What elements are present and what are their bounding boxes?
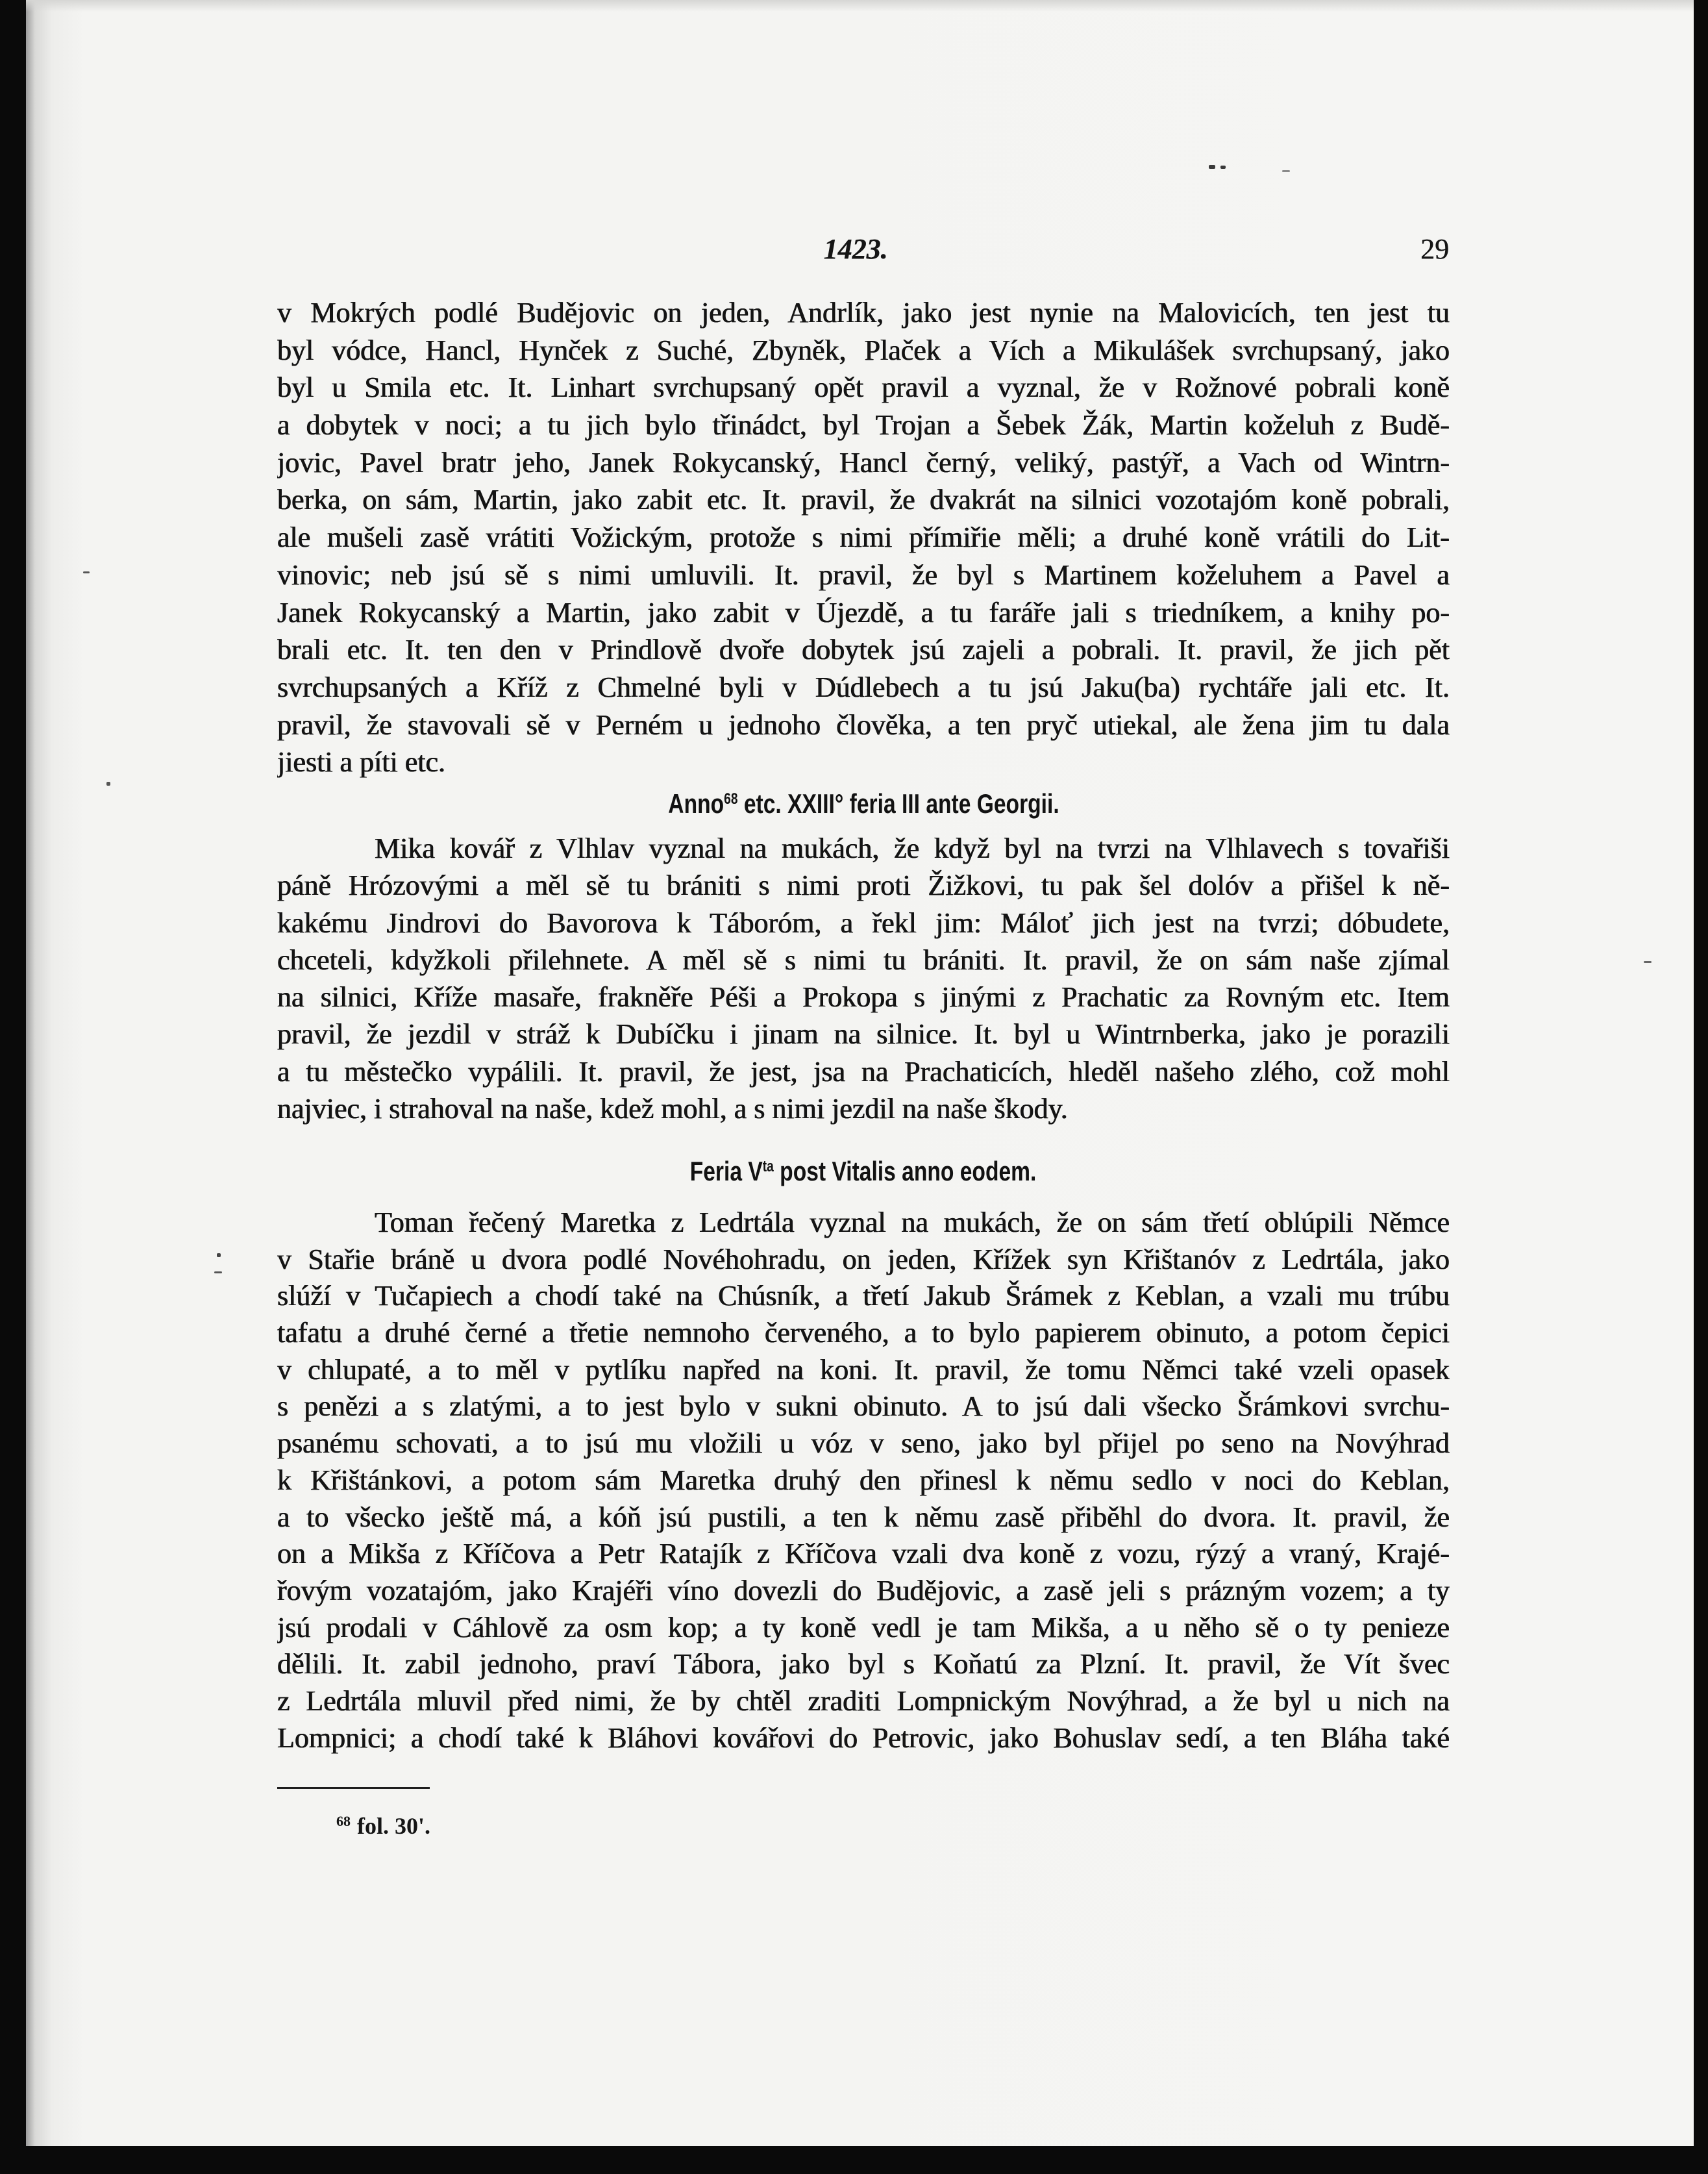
text-line: a dobytek v noci; a tu jich bylo třinádct, byl Trojan a Šebek Žák, Martin koželuh z Budě- xyxy=(277,409,1450,442)
section-heading-2-text xyxy=(690,1153,1037,1190)
text-line: pravil, že stavovali sě v Perném u jednoho člověka, a ten pryč utiekal, ale žena jim tu dala xyxy=(277,708,1450,741)
heading-text: Feria V xyxy=(690,1156,763,1186)
text-line: jsú prodali v Cáhlově za osm kop; a ty koně vedl je tam Mikša, a u něho sě o ty penieze xyxy=(277,1611,1450,1643)
text-line: Janek Rokycanský a Martin, jako zabit v Újezdě, a tu faráře jali s triedníkem, a knihy po- xyxy=(277,596,1450,629)
footnote-marker: 68 xyxy=(336,1813,351,1829)
text-line: vinovic; neb jsú sě s nimi umluvili. It. pravil, že byl s Martinem koželuhem a Pavel a xyxy=(277,558,1450,591)
text-line: berka, on sám, Martin, jako zabit etc. It. pravil, že dvakrát na silnici vozotajóm koně pobrali, xyxy=(277,484,1450,516)
text-line: psanému schovati, a to jsú mu vložili u vóz v seno, jako byl přijel po seno na Novýhrad xyxy=(277,1427,1450,1460)
heading-text-rest: etc. XXIII° feria III ante Georgii. xyxy=(737,788,1059,819)
footnote-text: fol. 30'. xyxy=(357,1813,430,1839)
text-line: dělili. It. zabil jednoho, praví Tábora, jako byl s Koňatú za Plzní. It. pravil, že Vít švec xyxy=(277,1648,1450,1680)
margin-speck xyxy=(83,571,90,573)
running-head-title: 1423. xyxy=(823,233,888,265)
text-line: v Mokrých podlé Budějovic on jeden, Andrlík, jako jest nynie na Malovicích, ten jest tu xyxy=(277,297,1450,329)
text-line: k Křištánkovi, a potom sám Maretka druhý den přinesl k němu sedlo v noci do Keblan, xyxy=(277,1464,1450,1496)
margin-speck xyxy=(1220,166,1226,169)
text-line: byl vódce, Hancl, Hynček z Suché, Zbyněk, Plaček a Vích a Mikulášek svrchupsaný, jako xyxy=(277,334,1450,366)
text-line: brali etc. It. ten den v Prindlově dvoře dobytek jsú zajeli a pobrali. It. pravil, že jich pět xyxy=(277,634,1450,666)
margin-speck xyxy=(217,1253,221,1257)
text-line: ale mušeli zasě vrátiti Vožickým, protože s nimi přímiřie měli; a druhé koně vrátili do Lit- xyxy=(277,521,1450,554)
text-line: z Ledrtála mluvil před nimi, že by chtěl zraditi Lompnickým Novýhrad, a že byl u nich na xyxy=(277,1684,1450,1717)
footnote xyxy=(336,1810,430,1842)
heading-text-rest: post Vitalis anno eodem. xyxy=(774,1156,1037,1186)
margin-speck xyxy=(1282,170,1290,172)
text-line: Lompnici; a chodí také k Bláhovi kovářovi do Petrovic, jako Bohuslav sedí, a ten Bláha také xyxy=(277,1721,1450,1754)
margin-speck xyxy=(1209,165,1215,169)
section-heading-1-text xyxy=(668,785,1059,823)
paragraph-1 xyxy=(277,294,1450,781)
heading-superscript: ta xyxy=(763,1158,774,1175)
text-line: pravil, že jezdil v stráž k Dubíčku i jinam na silnice. It. byl u Wintrnberka, jako je porazili xyxy=(277,1018,1450,1051)
margin-speck xyxy=(106,782,110,786)
text-line: tafatu a druhé černé a třetie nemnoho červeného, a to bylo papierem obinuto, a potom čepici xyxy=(277,1317,1450,1349)
text-line: s penězi a s zlatými, a to jest bylo v sukni obinuto. A to jsú dali všecko Šrámkovi svrchu- xyxy=(277,1390,1450,1423)
footnote-rule xyxy=(277,1787,430,1789)
text-line: kakému Jindrovi do Bavorova k Táboróm, a řekl jim: Máloť jich jest na tvrzi; dóbudete, xyxy=(277,906,1450,939)
text-line: chceteli, kdyžkoli přilehnete. A měl sě s nimi tu brániti. It. pravil, že on sám naše zjímal xyxy=(277,943,1450,976)
margin-speck xyxy=(1644,961,1652,963)
margin-speck xyxy=(214,1271,222,1273)
paragraph-2 xyxy=(277,830,1450,1127)
footnote-reference: 68 xyxy=(723,790,737,808)
text-line: na silnici, Kříže masaře, frakněře Péši a Prokopa s jinými z Prachatic za Rovným etc. Item xyxy=(277,981,1450,1014)
text-line: najviec, i strahoval na naše, kdež mohl, a s nimi jezdil na naše škody. xyxy=(277,1093,1068,1125)
heading-text: Anno xyxy=(667,788,724,819)
text-line: řovým vozatajóm, jako Krajéři víno dovezli do Budějovic, a zasě jeli s prázným vozem; a ty xyxy=(277,1574,1450,1606)
text-line: v chlupaté, a to měl v pytlíku napřed na koni. It. pravil, že tomu Němci také vzeli opasek xyxy=(277,1353,1450,1386)
text-line: Mika kovář z Vlhlav vyznal na mukách, že když byl na tvrzi na Vlhlavech s tovařiši xyxy=(375,832,1450,864)
page-number: 29 xyxy=(1420,233,1449,265)
text-line: on a Mikša z Kříčova a Petr Ratajík z Kříčova vzali dva koně z vozu, rýzý a vraný, Krajé- xyxy=(277,1538,1450,1570)
text-line: jovic, Pavel bratr jeho, Janek Rokycanský, Hancl černý, veliký, pastýř, a Vach od Wintrn- xyxy=(277,446,1450,479)
paper-top-edge xyxy=(26,0,1694,12)
text-line: byl u Smila etc. It. Linhart svrchupsaný opět pravil a vyznal, že v Rožnové pobrali koně xyxy=(277,371,1450,404)
text-line: slúží v Tučapiech a chodí také na Chúsník, a třetí Jakub Šrámek z Keblan, a vzali mu trúbu xyxy=(277,1280,1450,1312)
text-line: v Stařie bráně u dvora podlé Novéhohradu, on jeden, Křížek syn Křištanóv z Ledrtála, jako xyxy=(277,1243,1450,1275)
section-heading-1 xyxy=(277,785,1450,823)
section-heading-2 xyxy=(277,1153,1450,1190)
text-line: svrchupsaných a Kříž z Chmelné byli v Dúdlebech a tu jsú Jaku(ba) rychtáře jali etc. It. xyxy=(277,671,1450,703)
paragraph-3 xyxy=(277,1205,1450,1756)
text-line: Toman řečený Maretka z Ledrtála vyznal na mukách, že on sám třetí oblúpili Němce xyxy=(375,1206,1450,1238)
text-line: jiesti a píti etc. xyxy=(277,746,446,779)
text-line: páně Hrózovými a měl sě tu brániti s nimi proti Žižkovi, tu pak šel dolóv a přišel k ně- xyxy=(277,869,1450,902)
text-line: a tu městečko vypálili. It. pravil, že jest, jsa na Prachaticích, hleděl našeho zlého, což mohl xyxy=(277,1055,1450,1088)
text-line: a to všecko ještě má, a kóň jsú pustili, a ten k němu zasě přiběhl do dvora. It. pravil, že xyxy=(277,1501,1450,1533)
